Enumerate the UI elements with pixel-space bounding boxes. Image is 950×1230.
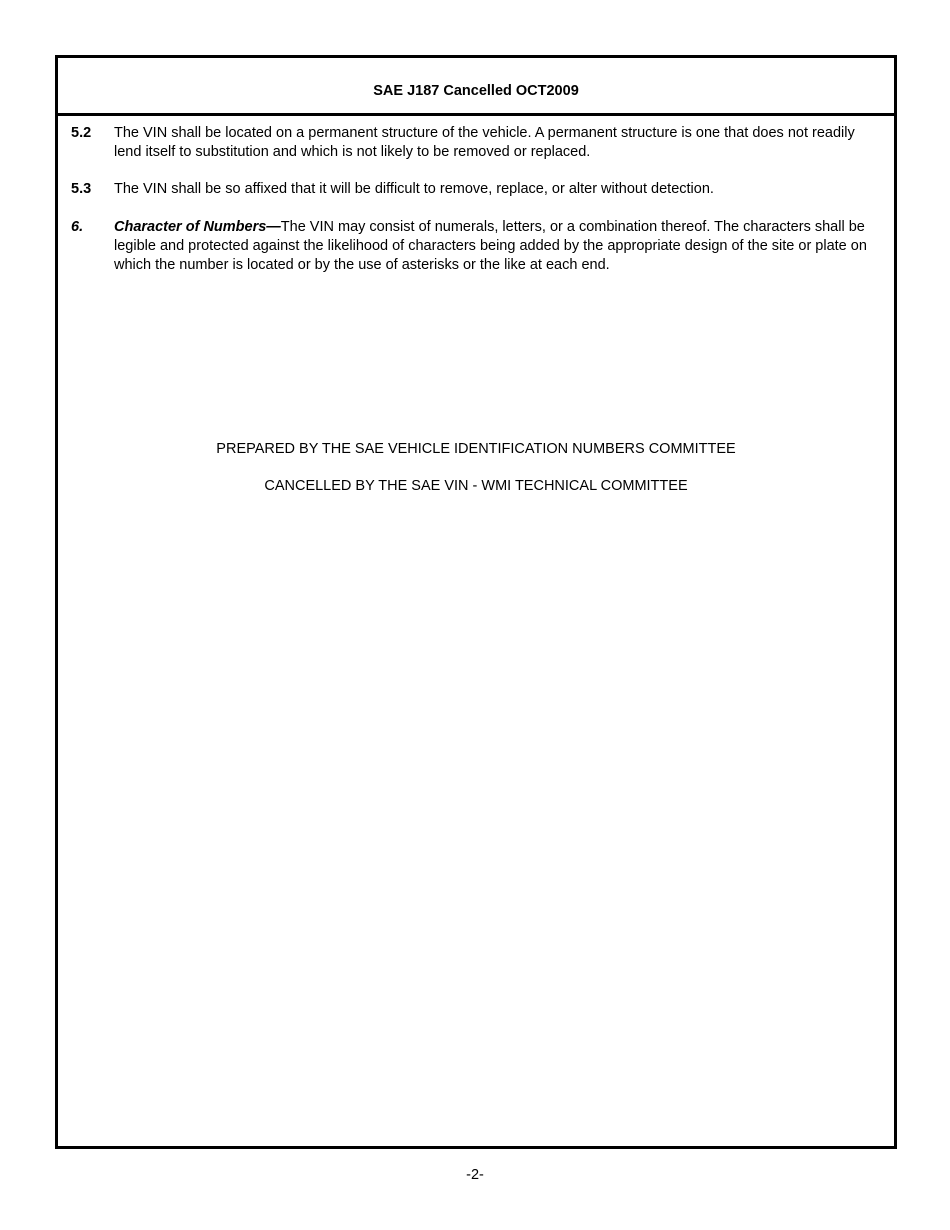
page-number: -2- bbox=[466, 1167, 484, 1183]
section-body bbox=[114, 218, 871, 275]
section-number: 6. bbox=[71, 219, 84, 235]
section-6 bbox=[71, 218, 871, 275]
section-text: The VIN may consist of numerals, letters, or a combination thereof. The characters shall be legible and protected against the likelihood of characters being added by the appropriate design of the site or plate on which the number is located or by the use of asterisks or the like at each end. bbox=[114, 219, 867, 273]
section-heading: Character of Numbers— bbox=[114, 219, 281, 235]
section-text: The VIN shall be located on a permanent structure of the vehicle. A permanent structure is one that does not readily lend itself to substitution and which is not likely to be removed or replaced. bbox=[114, 125, 855, 160]
section-5-3 bbox=[71, 180, 871, 199]
section-number: 5.3 bbox=[71, 181, 92, 197]
document-title: SAE J187 Cancelled OCT2009 bbox=[373, 83, 579, 99]
prepared-by-line: PREPARED BY THE SAE VEHICLE IDENTIFICATION NUMBERS COMMITTEE bbox=[216, 441, 736, 457]
page-frame bbox=[55, 55, 897, 1149]
section-text: The VIN shall be so affixed that it will be difficult to remove, replace, or alter without detection. bbox=[114, 181, 714, 197]
header-bar bbox=[58, 58, 894, 116]
cancelled-by-line: CANCELLED BY THE SAE VIN - WMI TECHNICAL COMMITTEE bbox=[264, 478, 688, 494]
section-5-2 bbox=[71, 124, 871, 162]
section-number: 5.2 bbox=[71, 125, 92, 141]
